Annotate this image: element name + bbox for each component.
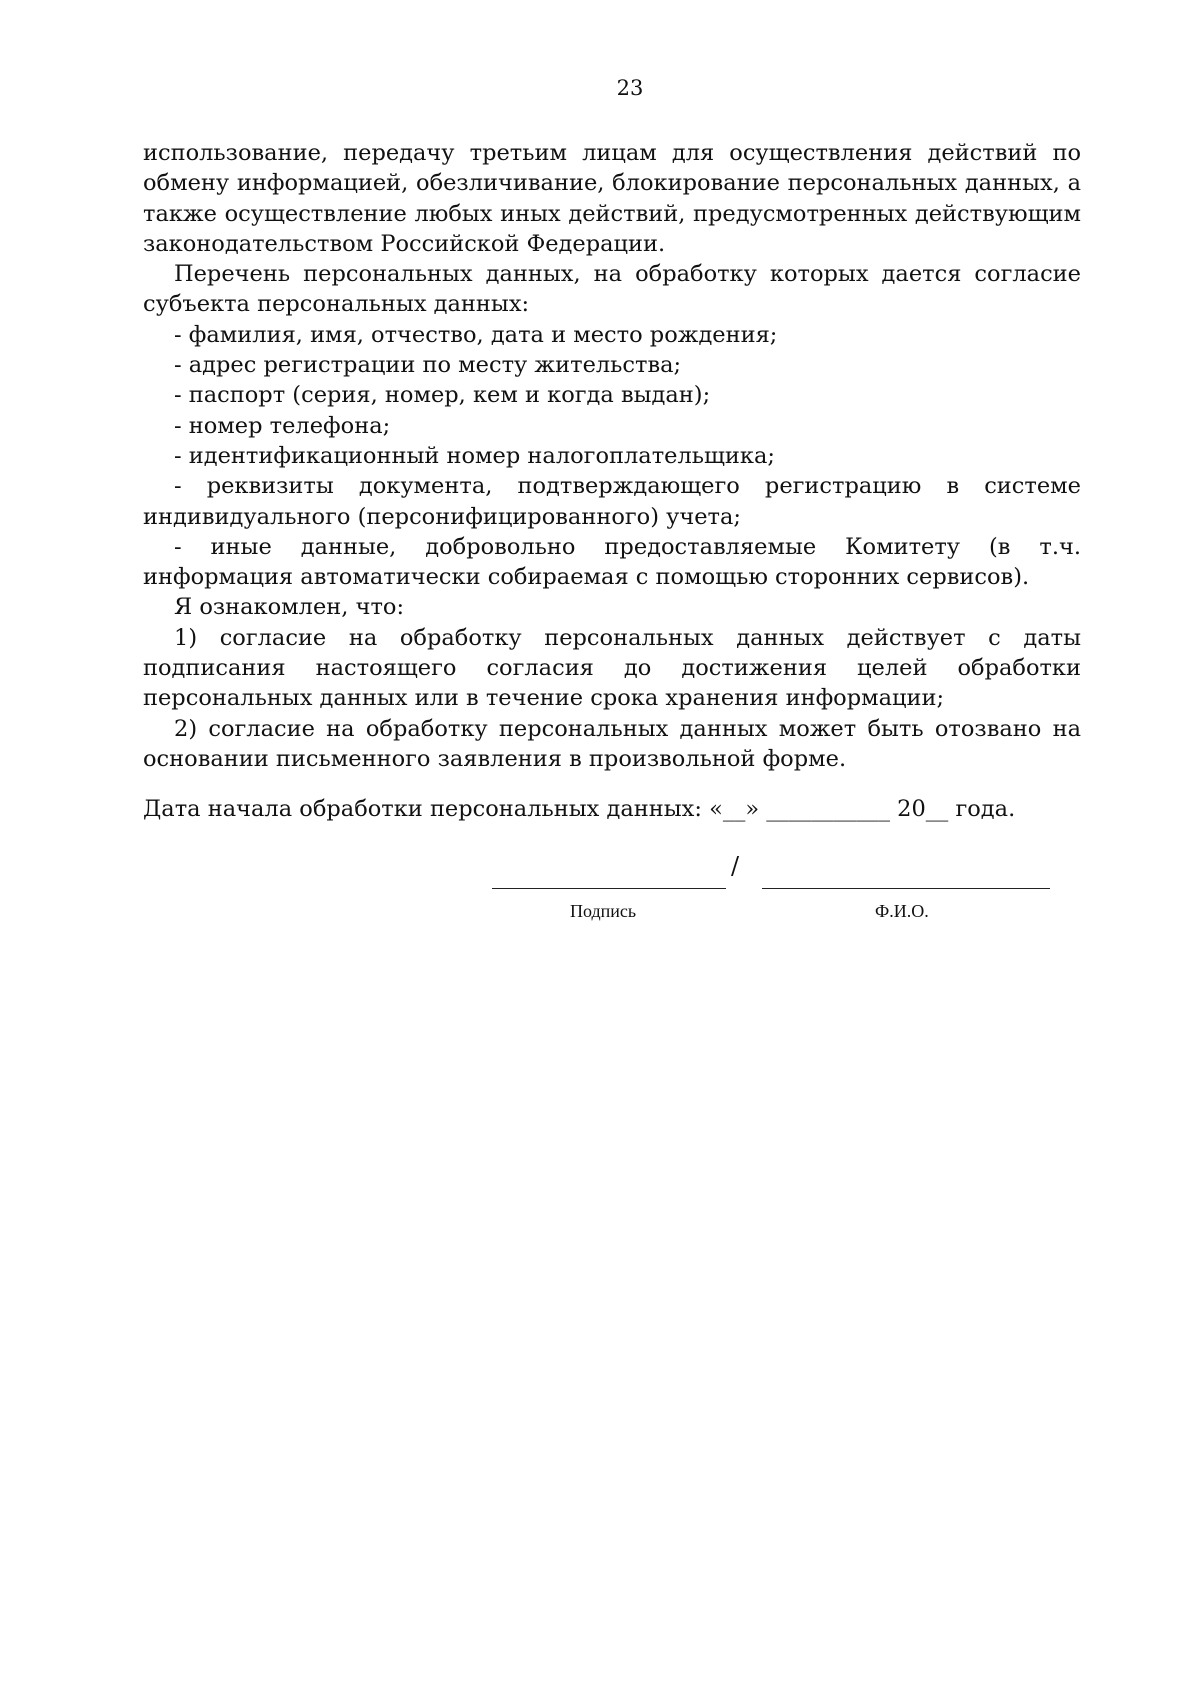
list-item-registration-address: - адрес регистрации по месту жительства; bbox=[174, 352, 682, 379]
paragraph-acknowledgement: Я ознакомлен, что: bbox=[174, 594, 405, 621]
acknowledgement-item-1: 1) согласие на обработку персональных данных действует с даты подписания настоящего согласия до достижения целей обработки персональных данных или в течение срока хранения информации; bbox=[143, 624, 1081, 712]
signature-separator: / bbox=[731, 852, 740, 880]
paragraph-processing-actions: использование, передачу третьим лицам для осуществления действий по обмену информацией, обезличивание, блокирование персональных данных, а также осуществление любых иных действий, предусмотренных действующим законодательством Российской Федерации. bbox=[143, 140, 1081, 257]
signature-label: Подпись bbox=[570, 901, 637, 921]
list-item-passport: - паспорт (серия, номер, кем и когда выдан); bbox=[174, 382, 711, 409]
list-item-full-name: - фамилия, имя, отчество, дата и место рождения; bbox=[174, 321, 778, 348]
paragraph-data-list-intro: Перечень персональных данных, на обработку которых дается согласие субъекта персональных данных: bbox=[143, 261, 1081, 318]
signature-blank-line bbox=[492, 888, 726, 889]
processing-start-date-line: Дата начала обработки персональных данных: «__» ___________ 20__ года. bbox=[143, 796, 1016, 822]
list-item-registration-document: - реквизиты документа, подтверждающего регистрацию в системе индивидуального (персонифицированного) учета; bbox=[143, 473, 1081, 530]
page-number: 23 bbox=[616, 76, 644, 100]
list-item-tax-id: - идентификационный номер налогоплательщика; bbox=[174, 442, 775, 469]
full-name-blank-line bbox=[762, 888, 1050, 889]
list-item-other-data: - иные данные, добровольно предоставляемые Комитету (в т.ч. информация автоматически собираемая с помощью сторонних сервисов). bbox=[143, 533, 1081, 591]
full-name-label: Ф.И.О. bbox=[875, 901, 929, 921]
list-item-phone: - номер телефона; bbox=[174, 412, 391, 439]
consent-body bbox=[143, 138, 1081, 774]
acknowledgement-item-2: 2) согласие на обработку персональных данных может быть отозвано на основании письменного заявления в произвольной форме. bbox=[143, 715, 1081, 772]
